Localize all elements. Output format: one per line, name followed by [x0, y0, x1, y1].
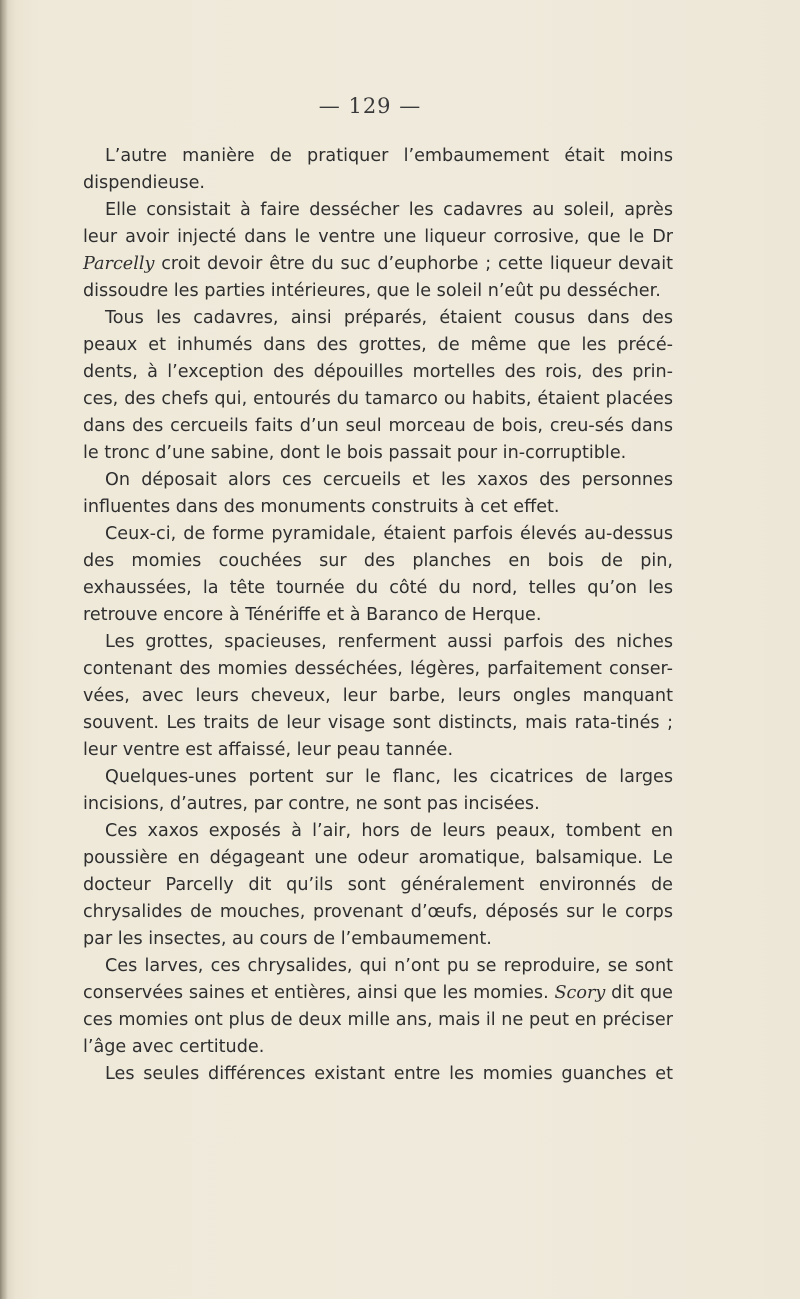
paragraph-cadavres-cousus: Tous les cadavres, ainsi préparés, étaient cousus dans des peaux et inhumés dans des grottes, de même que les précé-dents, à l’exception des dépouilles mortelles des rois, des prin-ces, des chefs qui, entourés du tamarco ou habits, étaient placées dans des cercueils faits d’un seul morceau de bois, creu-sés dans le tronc d’une sabine, dont le bois passait pour in-corruptible. [83, 308, 673, 463]
paragraph-grottes: Les grottes, spacieuses, renferment aussi parfois des niches contenant des momies desséchées, légères, parfaitement conser-vées, avec leurs cheveux, leur barbe, leurs ongles manquant souvent. Les traits de leur visage sont distincts, mais rata-tinés ; leur ventre est affaissé, leur peau tannée. [83, 632, 673, 760]
paragraph-larves [83, 953, 673, 1061]
paragraph-incisions: Quelques-unes portent sur le flanc, les cicatrices de larges incisions, d’autres, par contre, ne sont pas incisées. [83, 767, 673, 814]
paragraph-xaxos-exposes: Ces xaxos exposés à l’air, hors de leurs peaux, tombent en poussière en dégageant une odeur aromatique, balsamique. Le docteur Parcelly dit qu’ils sont généralement environnés de chrysalides de mouches, provenant d’œufs, déposés sur le corps par les insectes, au cours de l’embaumement. [83, 821, 673, 949]
paragraph-text: croit devoir être du suc d’euphorbe ; cette liqueur devait dissoudre les parties intérieures, que le soleil n’eût pu dessécher. [83, 254, 673, 301]
paragraph-cercueils: On déposait alors ces cercueils et les xaxos des personnes influentes dans des monuments construits à cet effet. [83, 470, 673, 517]
paragraph-text: Elle consistait à faire dessécher les cadavres au soleil, après leur avoir injecté dans le ventre une liqueur corrosive, que le Dr [83, 200, 673, 247]
page-number: — 129 — [318, 94, 422, 118]
author-name-parcelly: Parcelly [83, 254, 155, 274]
paragraph-text: dit que ces momies ont plus de deux mille ans, mais il ne peut en préciser l’âge avec certitude. [83, 983, 673, 1057]
body-text [83, 143, 673, 1088]
binding-shadow [0, 0, 8, 1299]
paragraph-pyramides: Ceux-ci, de forme pyramidale, étaient parfois élevés au-dessus des momies couchées sur des planches en bois de pin, exhaussées, la tête tournée du côté du nord, telles qu’on les retrouve encore à Ténériffe et à Baranco de Herque. [83, 524, 673, 625]
paragraph-dessiccation [83, 197, 673, 305]
paragraph-text: Ces larves, ces chrysalides, qui n’ont pu se reproduire, se sont conservées saines et entières, ainsi que les momies. [83, 956, 673, 1003]
paragraph-differences: Les seules différences existant entre les momies guanches et [105, 1064, 673, 1084]
paragraph-embaumement-intro: L’autre manière de pratiquer l’embaumement était moins dispendieuse. [83, 146, 673, 193]
author-name-scory: Scory [554, 983, 606, 1003]
